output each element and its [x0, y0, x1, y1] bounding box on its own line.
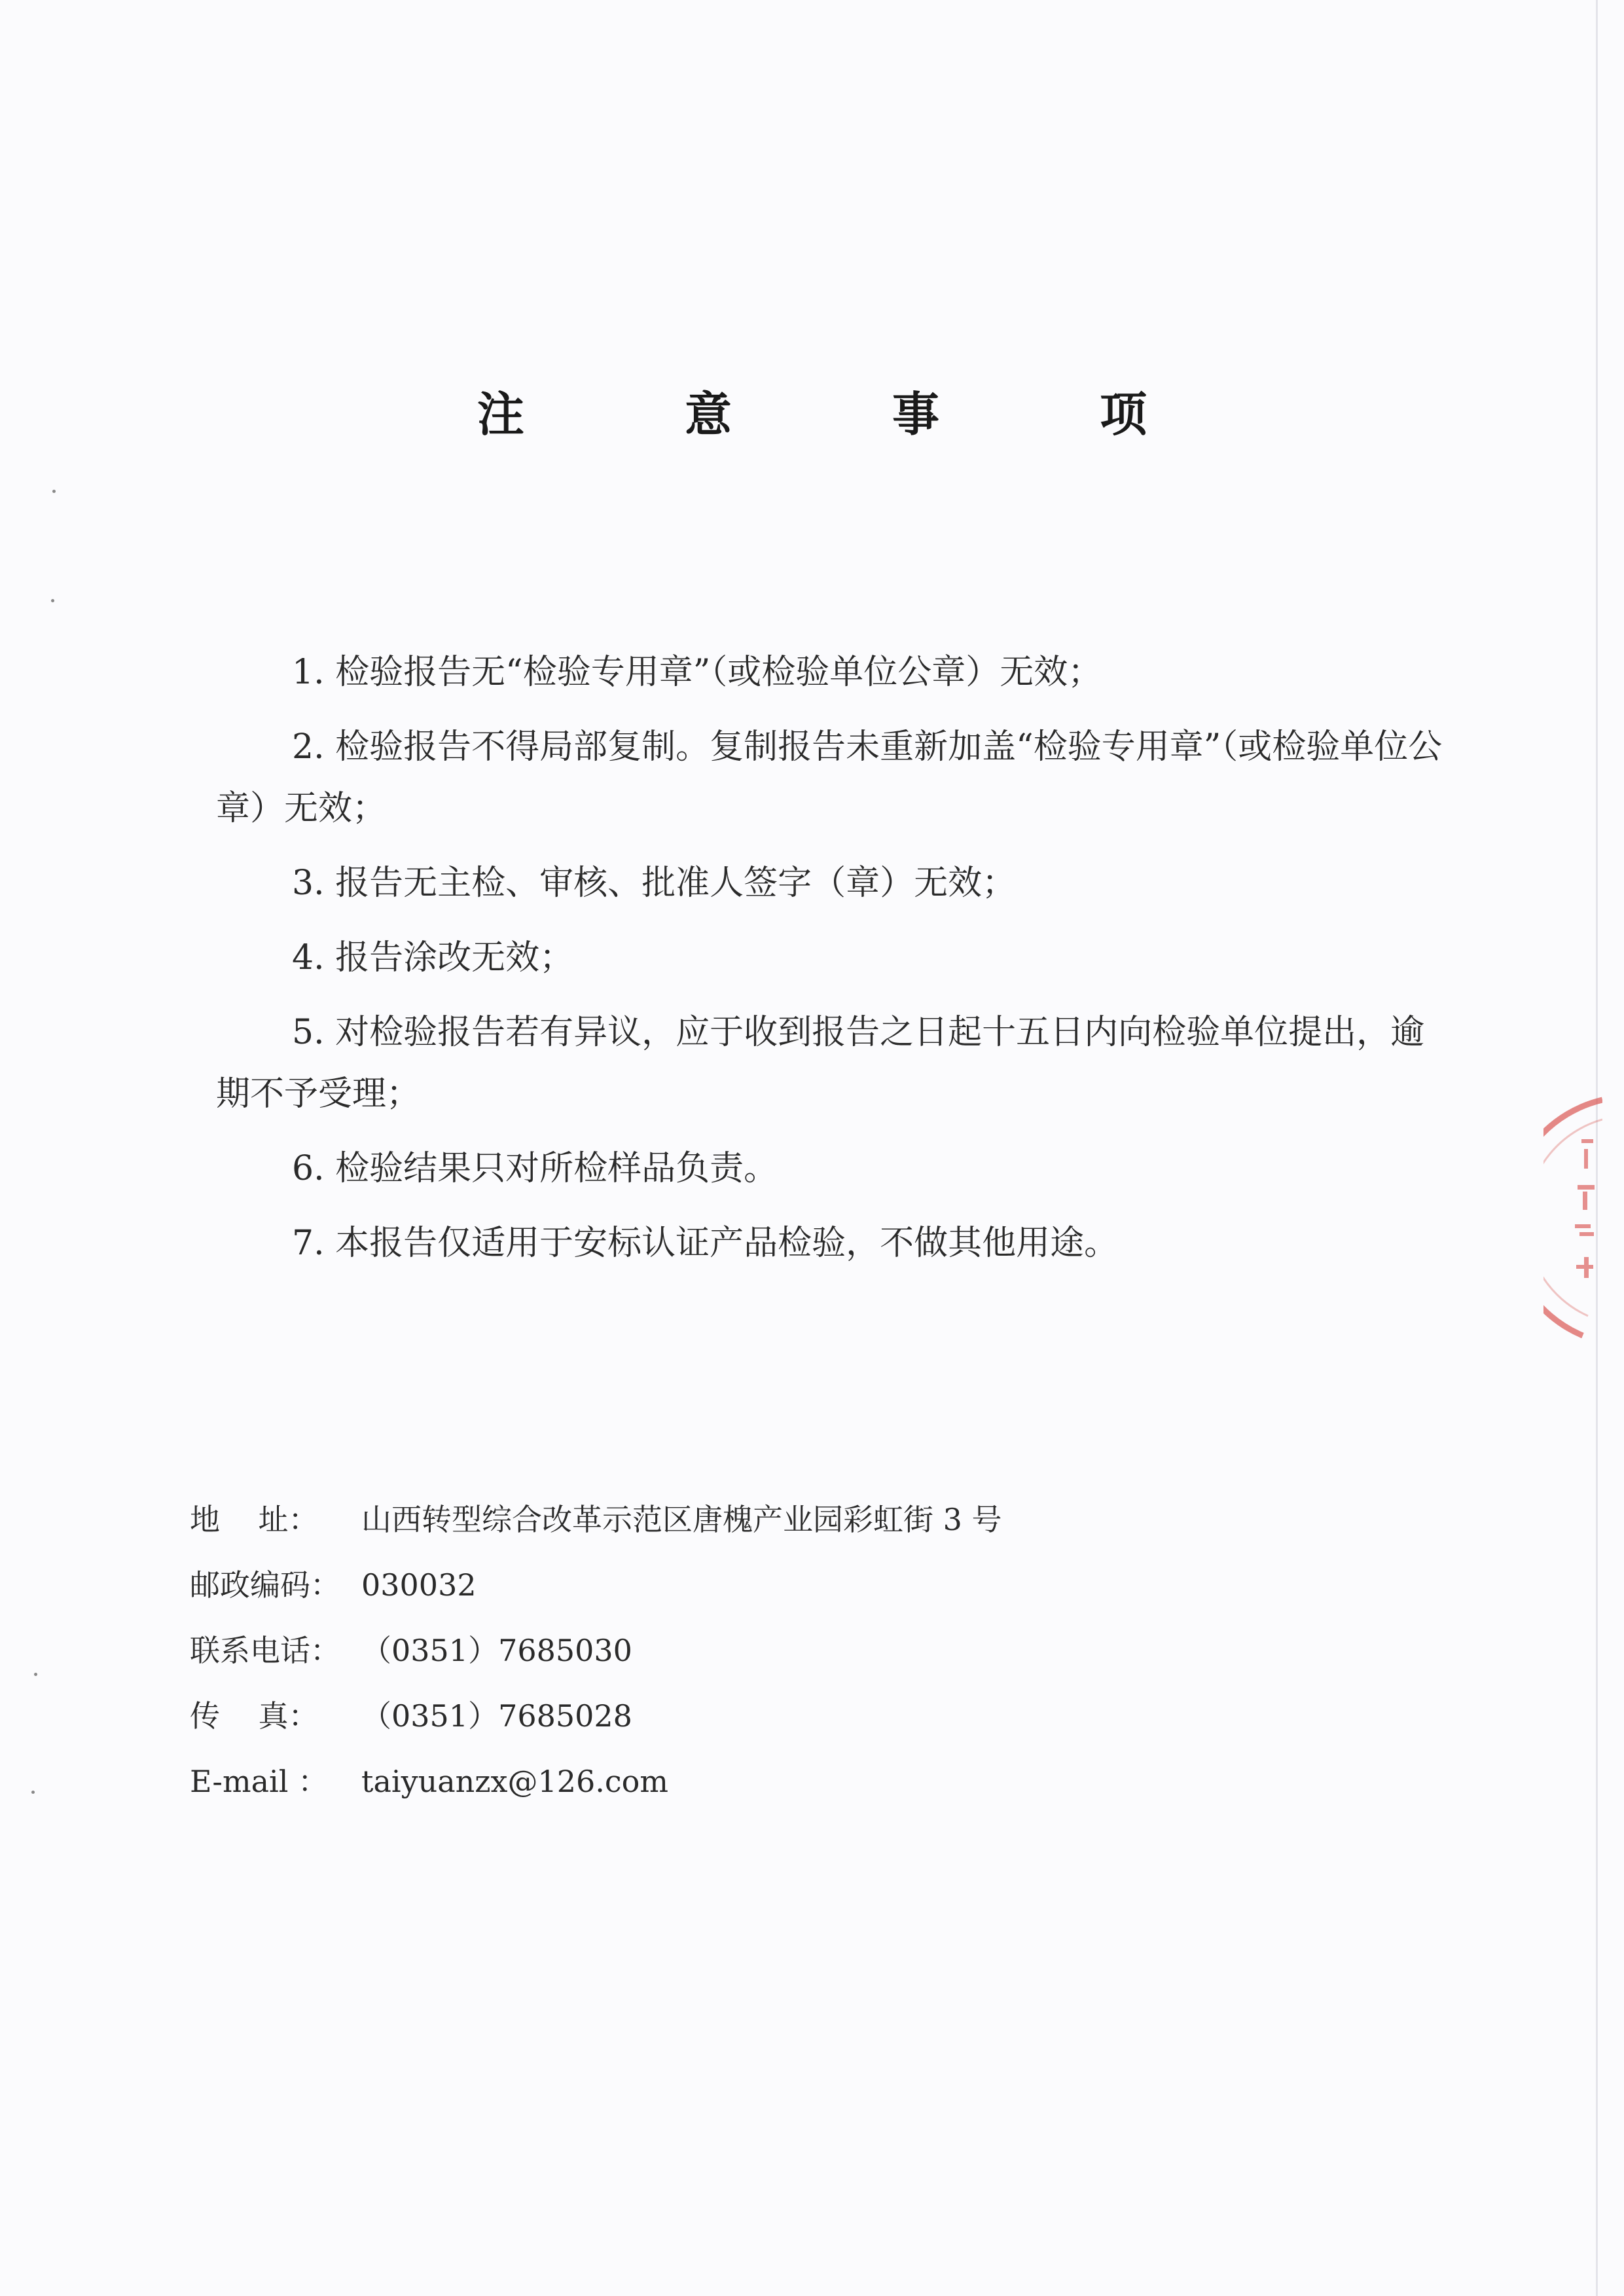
address-label: 地 址：: [190, 1502, 319, 1537]
postcode-label: 邮政编码：: [190, 1567, 340, 1603]
seal-stamp-fragment: [1543, 1087, 1602, 1349]
fax-label: 传 真：: [190, 1698, 319, 1734]
email-label: E-mail ：: [190, 1764, 329, 1799]
phone-value: （0351）7685030: [361, 1633, 632, 1668]
notice-item-7: 7. 本报告仅适用于安标认证产品检验，不做其他用途。: [292, 1224, 1119, 1263]
notice-item-6: 6. 检验结果只对所检样品负责。: [292, 1149, 778, 1188]
page-title: 注 意 事 项: [477, 387, 1219, 442]
email-row: [190, 1758, 1303, 1823]
notice-item-3: 3. 报告无主检、审核、批准人签字（章）无效；: [292, 864, 1017, 903]
address-row: [190, 1496, 1303, 1561]
postcode-row: [190, 1561, 1303, 1627]
postcode-value: 030032: [361, 1567, 477, 1603]
fax-value: （0351）7685028: [361, 1698, 632, 1734]
notice-item-5: 5. 对检验报告若有异议，应于收到报告之日起十五日内向检验单位提出，逾期不予受理；: [216, 1013, 1425, 1114]
phone-label: 联系电话：: [190, 1633, 340, 1668]
scan-speck: [31, 1791, 35, 1794]
scan-speck: [52, 490, 56, 493]
notice-list: [216, 642, 1447, 1287]
notice-item-2: 2. 检验报告不得局部复制。复制报告未重新加盖“检验专用章”（或检验单位公章）无效；: [216, 727, 1443, 828]
notice-item-4: 4. 报告涂改无效；: [292, 938, 574, 977]
scan-speck: [34, 1673, 37, 1676]
address-value: 山西转型综合改革示范区唐槐产业园彩虹街 3 号: [361, 1502, 1002, 1537]
scan-speck: [51, 599, 54, 602]
notice-item-1: 1. 检验报告无“检验专用章”（或检验单位公章）无效；: [292, 653, 1102, 692]
phone-row: [190, 1627, 1303, 1692]
fax-row: [190, 1692, 1303, 1758]
seal-stamp-graphic: [1543, 1087, 1602, 1349]
contact-info: [190, 1496, 1303, 1823]
email-value: taiyuanzx@126.com: [361, 1764, 668, 1799]
